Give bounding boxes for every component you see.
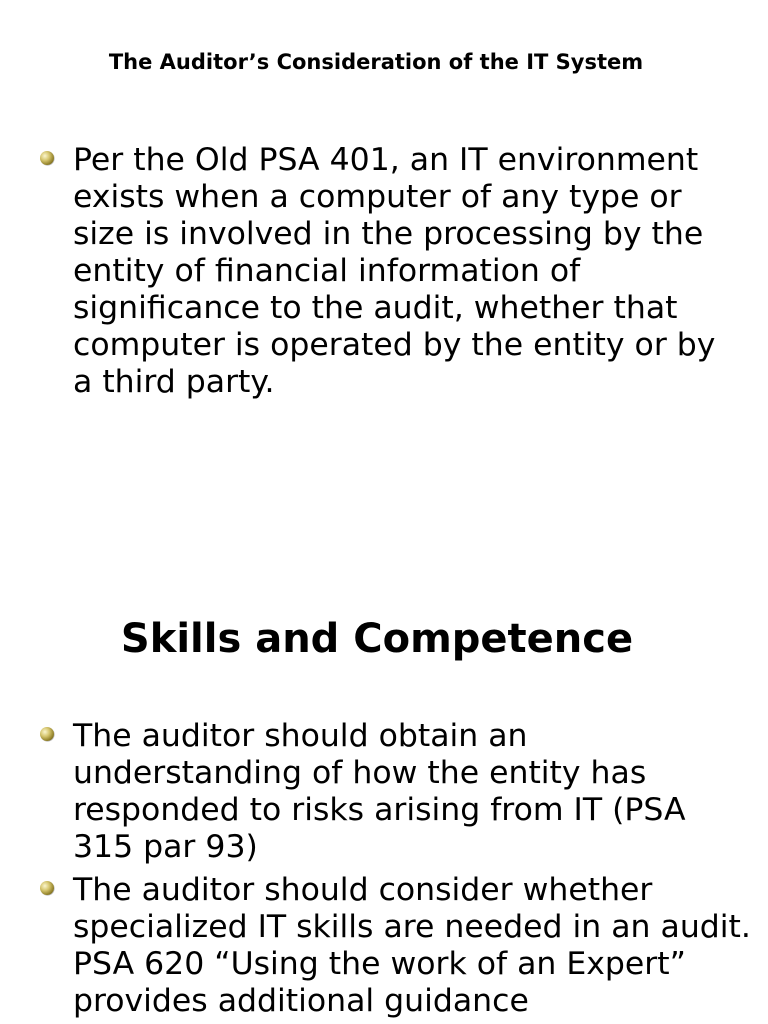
bullet-icon <box>40 881 54 895</box>
bullet-text-it-environment: Per the Old PSA 401, an IT environment exists when a computer of any type or size is involved in the processing by the entity of financial information of significance to the audit, whether that computer is operated by the entity or by a third party. <box>73 142 716 400</box>
bullet-text-understanding: The auditor should obtain an understanding of how the entity has responded to risks arising from IT (PSA 315 par 93) <box>73 718 686 865</box>
bullet-icon <box>40 151 54 165</box>
section-heading: Skills and Competence <box>120 616 634 662</box>
bullet-text-specialized-skills: The auditor should consider whether specialized IT skills are needed in an audit. PSA 620 “Using the work of an Expert” provides additional guidance <box>73 872 751 1019</box>
slide-title: The Auditor’s Consideration of the IT System <box>108 50 644 74</box>
bullet-icon <box>40 727 54 741</box>
